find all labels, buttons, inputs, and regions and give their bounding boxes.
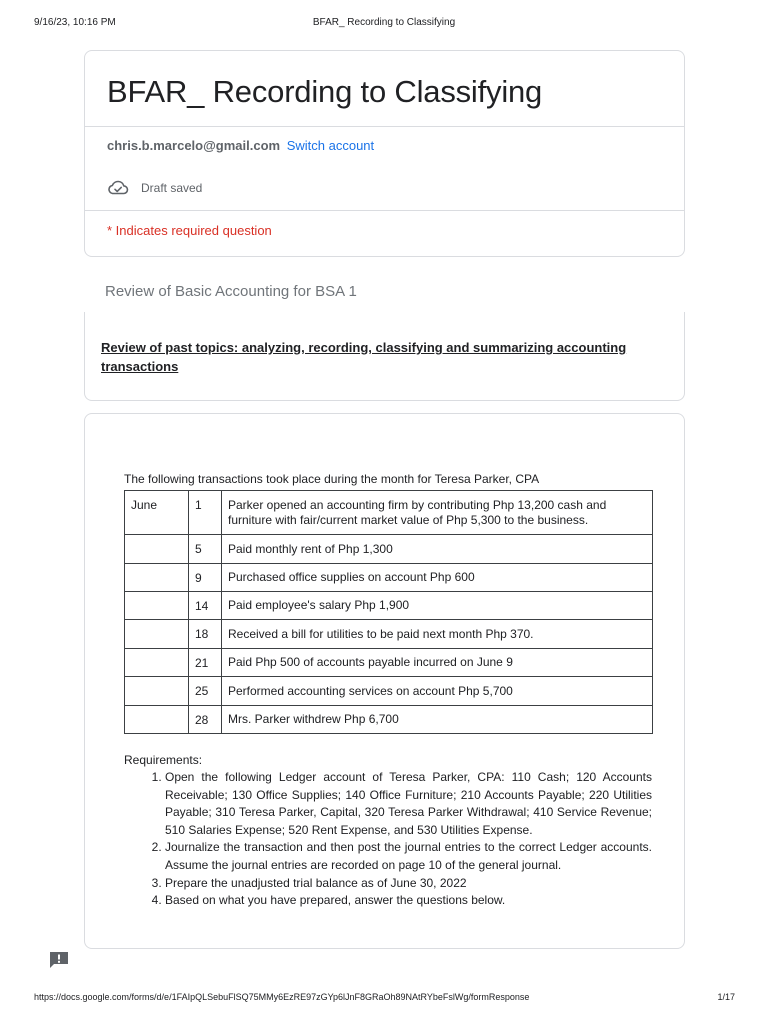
day-cell: 25 [189, 677, 222, 706]
day-cell: 9 [189, 564, 222, 592]
transactions-table [124, 490, 653, 734]
section-title: Review of Basic Accounting for BSA 1 [105, 283, 357, 300]
header-divider [85, 126, 684, 127]
form-header-card [84, 50, 685, 257]
table-row [125, 491, 653, 535]
table-row [125, 706, 653, 734]
description-cell: Performed accounting services on account Php 5,700 [222, 677, 653, 706]
print-header [0, 17, 768, 31]
print-footer [0, 992, 768, 1006]
table-row [125, 649, 653, 677]
print-datetime: 9/16/23, 10:16 PM [34, 17, 116, 28]
month-cell [125, 706, 189, 734]
switch-account-link[interactable]: Switch account [286, 138, 375, 153]
month-cell [125, 564, 189, 592]
table-row [125, 620, 653, 649]
description-cell: Paid Php 500 of accounts payable incurred on June 9 [222, 649, 653, 677]
required-divider [85, 210, 684, 211]
table-row [125, 677, 653, 706]
description-cell: Purchased office supplies on account Php 600 [222, 564, 653, 592]
day-cell: 1 [189, 491, 222, 535]
month-cell: June [125, 491, 189, 535]
account-row [107, 138, 374, 153]
day-cell: 28 [189, 706, 222, 734]
month-cell [125, 620, 189, 649]
description-cell: Received a bill for utilities to be paid next month Php 370. [222, 620, 653, 649]
month-cell [125, 677, 189, 706]
requirement-item: 1. Open the following Ledger account of Teresa Parker, CPA: 110 Cash; 120 Accounts Receivable; 130 Office Supplies; 140 Office Furniture; 210 Accounts Payable; 220 Utilities Payable; 310 Teresa Parker, Capital, 320 Teresa Parker Withdrawal; 410 Service Revenue; 510 Salaries Expense; 520 Rent Expense, and 530 Utilities Expense. [165, 769, 652, 839]
month-cell [125, 649, 189, 677]
requirement-item: 3. Prepare the unadjusted trial balance as of June 30, 2022 [165, 875, 652, 893]
requirement-item: 4. Based on what you have prepared, answer the questions below. [165, 892, 652, 910]
table-row [125, 564, 653, 592]
month-cell [125, 535, 189, 564]
requirements-list [124, 769, 652, 910]
day-cell: 21 [189, 649, 222, 677]
day-cell: 14 [189, 592, 222, 620]
draft-status-text: Draft saved [141, 181, 203, 195]
account-email: chris.b.marcelo@gmail.com [107, 138, 281, 153]
requirements-title: Requirements: [124, 753, 203, 767]
month-cell [125, 592, 189, 620]
required-note: * Indicates required question [107, 223, 272, 238]
question-card [84, 413, 685, 949]
description-cell: Mrs. Parker withdrew Php 6,700 [222, 706, 653, 734]
day-cell: 18 [189, 620, 222, 649]
requirement-item: 2. Journalize the transaction and then post the journal entries to the correct Ledger accounts. Assume the journal entries are recorded on page 10 of the general journal. [165, 839, 652, 874]
day-cell: 5 [189, 535, 222, 564]
section-description-card [84, 312, 685, 401]
table-row [125, 535, 653, 564]
form-title: BFAR_ Recording to Classifying [107, 74, 543, 109]
description-cell: Paid employee's salary Php 1,900 [222, 592, 653, 620]
question-intro: The following transactions took place during the month for Teresa Parker, CPA [124, 472, 540, 486]
print-doc-title: BFAR_ Recording to Classifying [312, 17, 456, 28]
print-url: https://docs.google.com/forms/d/e/1FAIpQLSebuFlSQ75MMy6EzRE97zGYp6lJnF8GRaOh89NAtRYbeFslWg/formResponse [34, 992, 530, 1002]
cloud-check-icon [107, 178, 129, 196]
description-cell: Parker opened an accounting firm by contributing Php 13,200 cash and furniture with fair/current market value of Php 5,300 to the business. [222, 491, 653, 535]
description-cell: Paid monthly rent of Php 1,300 [222, 535, 653, 564]
table-row [125, 592, 653, 620]
print-page-number: 1/17 [717, 992, 735, 1002]
feedback-icon[interactable] [49, 951, 69, 969]
section-description: Review of past topics: analyzing, recording, classifying and summarizing accounting transactions [101, 340, 627, 374]
